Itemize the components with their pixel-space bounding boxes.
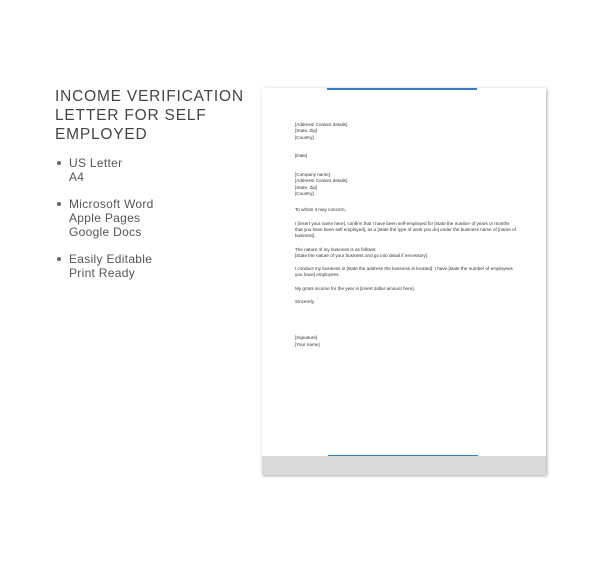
feature-text: Easily Editable (69, 252, 153, 266)
recipient-address (295, 172, 517, 197)
feature-text: A4 (69, 170, 85, 184)
feature-text: Microsoft Word (69, 197, 154, 211)
top-accent-line (327, 88, 477, 90)
address-line: [Country] (295, 134, 314, 140)
signature: [Signature] (295, 335, 318, 341)
paragraph: I [insert your name here], confirm that I have been self-employed for [state the number of years or months that you have been self employed], as a [state the type of work you do] under the business name of [name of business]. (295, 220, 516, 239)
address-line: [State, Zip] (295, 184, 318, 190)
feature-item-apps (55, 197, 154, 239)
address-line: [Address/ Contact details] (295, 122, 348, 127)
salutation: To whom it may concern, (295, 207, 346, 213)
feature-item-size (55, 156, 154, 184)
closing: Sincerely, (295, 299, 315, 305)
paragraph-line: The nature of my business is as follows: (295, 246, 377, 252)
letter-body (295, 122, 517, 355)
address-line: [Address/ Contact details] (295, 178, 348, 184)
signer-name: [Your name] (295, 341, 320, 347)
signature-block (295, 335, 517, 348)
letter-preview (262, 88, 546, 475)
paragraph: I conduct my business in [state the address the business is located]. I have [state the number of employees you have] employees. (295, 266, 513, 278)
page-footer-bar (262, 456, 546, 475)
address-line: [Company name] (295, 172, 330, 178)
page-title: INCOME VERIFICATION LETTER FOR SELF EMPLOYED (55, 88, 244, 143)
feature-text: Apple Pages (69, 211, 141, 225)
feature-item-editing (55, 252, 154, 280)
address-line: [Country] (295, 191, 314, 197)
paragraph (295, 247, 517, 260)
sender-address (295, 122, 517, 141)
feature-text: US Letter (69, 156, 123, 170)
letter-date: [Date] (295, 152, 308, 158)
feature-list (55, 156, 154, 293)
feature-text: Print Ready (69, 266, 135, 280)
feature-text: Google Docs (69, 225, 142, 239)
paragraph: My gross income for the year is [insert dollar amount here]. (295, 285, 415, 291)
paragraph-line: [State the nature of your business and go into detail if necessary]. (295, 252, 429, 258)
address-line: [State, Zip] (295, 128, 318, 134)
